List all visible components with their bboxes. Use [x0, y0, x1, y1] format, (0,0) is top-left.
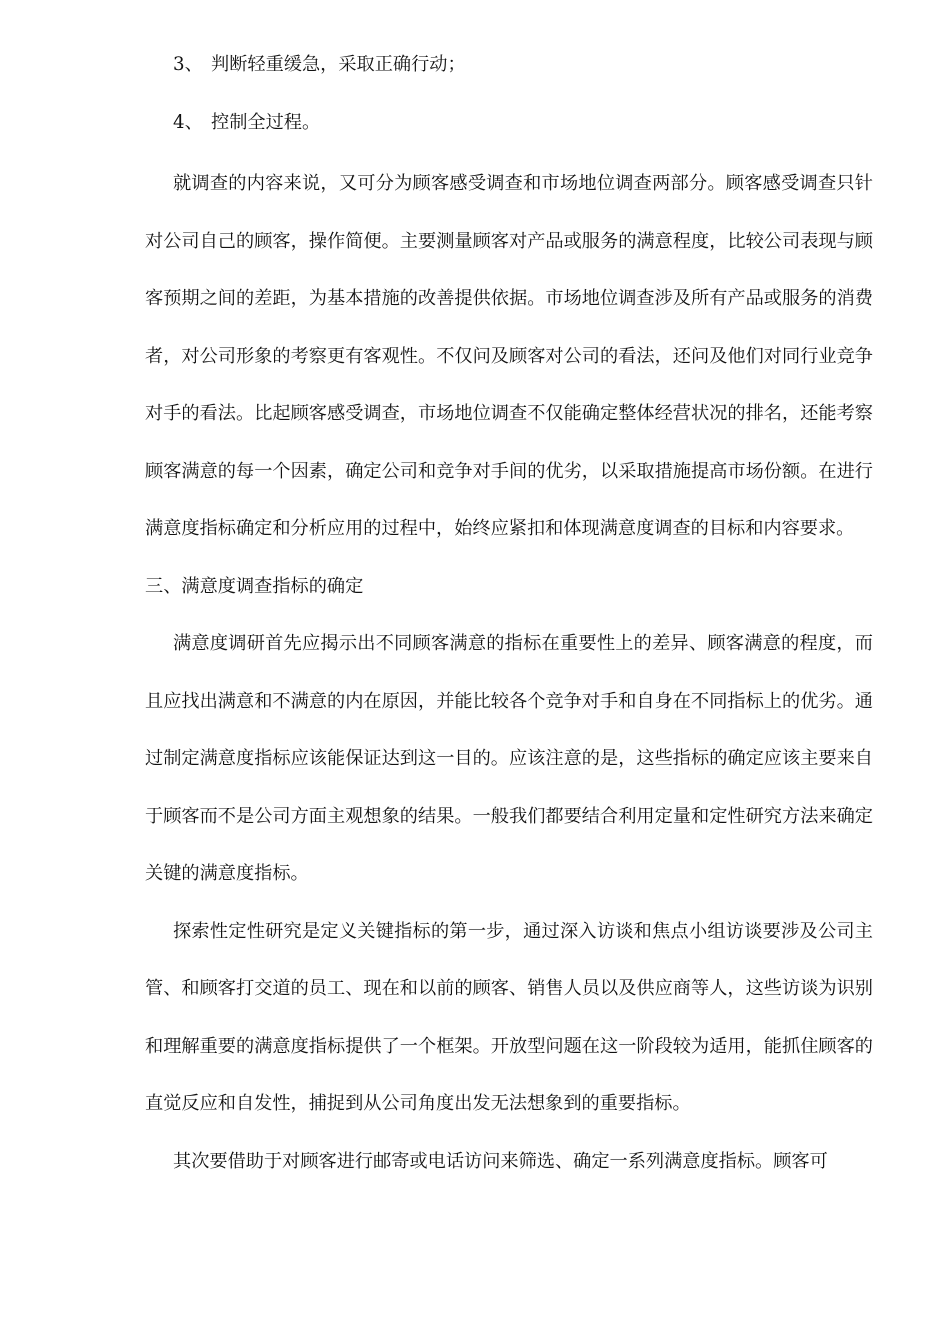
- list-number: 3、: [173, 54, 203, 75]
- list-item-4: [145, 98, 873, 156]
- list-text: 判断轻重缓急，采取正确行动；: [211, 54, 466, 75]
- paragraph-survey-content: 就调查的内容来说，又可分为顾客感受调查和市场地位调查两部分。顾客感受调查只针对公司自己的顾客，操作简便。主要测量顾客对产品或服务的满意程度，比较公司表现与顾客预期之间的差距，为基本措施的改善提供依据。市场地位调查涉及所有产品或服务的消费者，对公司形象的考察更有客观性。不仅问及顾客对公司的看法，还问及他们对同行业竞争对手的看法。比起顾客感受调查，市场地位调查不仅能确定整体经营状况的排名，还能考察顾客满意的每一个因素，确定公司和竞争对手间的优劣，以采取措施提高市场份额。在进行满意度指标确定和分析应用的过程中，始终应紧扣和体现满意度调查的目标和内容要求。: [145, 173, 873, 539]
- list-number: 4、: [173, 111, 203, 133]
- paragraph-screening: 其次要借助于对顾客进行邮寄或电话访问来筛选、确定一系列满意度指标。顾客可: [173, 1150, 828, 1172]
- document-body: [145, 40, 873, 1190]
- paragraph-qualitative-research: 探索性定性研究是定义关键指标的第一步，通过深入访谈和焦点小组访谈要涉及公司主管、和顾客打交道的员工、现在和以前的顾客、销售人员以及供应商等人，这些访谈为识别和理解重要的满意度指标提供了一个框架。开放型问题在这一阶段较为适用，能抓住顾客的直觉反应和自发性，捕捉到从公司角度出发无法想象到的重要指标。: [145, 920, 873, 1114]
- paragraph-indicator-goals: 满意度调研首先应揭示出不同顾客满意的指标在重要性上的差异、顾客满意的程度，而且应找出满意和不满意的内在原因，并能比较各个竞争对手和自身在不同指标上的优劣。通过制定满意度指标应该能保证达到这一目的。应该注意的是，这些指标的确定应该主要来自于顾客而不是公司方面主观想象的结果。一般我们都要结合利用定量和定性研究方法来确定关键的满意度指标。: [145, 633, 873, 884]
- list-text: 控制全过程。: [211, 111, 321, 133]
- section-heading: 三、满意度调查指标的确定: [145, 575, 364, 597]
- list-item-3: [145, 40, 873, 98]
